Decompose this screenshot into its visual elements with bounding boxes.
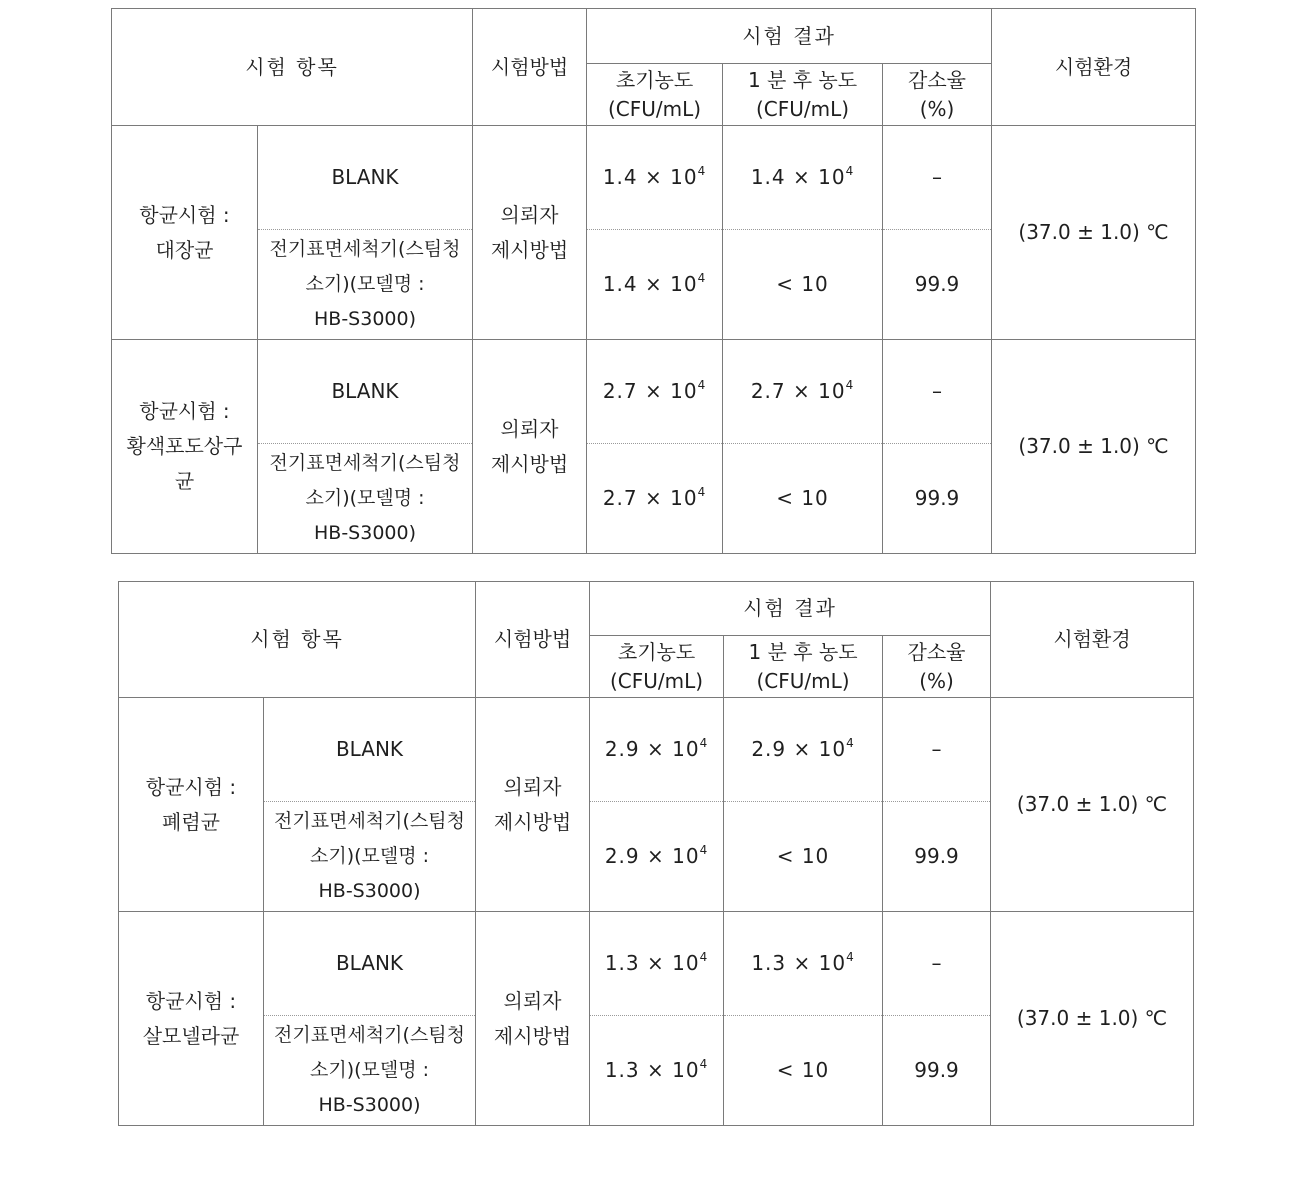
- method-cell: 의뢰자 제시방법: [476, 912, 590, 1126]
- after-concentration-value: $2.9 \times 10^4$: [724, 698, 883, 802]
- reduction-value: –: [883, 698, 991, 802]
- environment-value: (37.0 ± 1.0) ℃: [991, 912, 1194, 1126]
- header-environment: 시험환경: [992, 9, 1196, 126]
- device-label: 전기표면세척기(스팀청 소기)(모델명 : HB-S3000): [264, 1016, 476, 1126]
- method-cell: 의뢰자 제시방법: [473, 340, 587, 554]
- method-cell: 의뢰자 제시방법: [473, 126, 587, 340]
- header-after-1min-concentration: 1 분 후 농도 (CFU/mL): [724, 636, 883, 698]
- reduction-value: 99.9: [883, 230, 992, 340]
- results-table-1: [111, 8, 1196, 554]
- table-row: [112, 340, 1196, 444]
- after-concentration-value: $2.7 \times 10^4$: [723, 340, 883, 444]
- header-test-result: 시험 결과: [587, 9, 992, 64]
- blank-label: BLANK: [258, 340, 473, 444]
- after-concentration-value: < 10: [724, 1016, 883, 1126]
- header-test-item: 시험 항목: [119, 582, 476, 698]
- reduction-value: –: [883, 126, 992, 230]
- device-label: 전기표면세척기(스팀청 소기)(모델명 : HB-S3000): [258, 230, 473, 340]
- initial-concentration-value: $1.3 \times 10^4$: [590, 1016, 724, 1126]
- initial-concentration-value: $1.4 \times 10^4$: [587, 230, 723, 340]
- device-label: 전기표면세척기(스팀청 소기)(모델명 : HB-S3000): [258, 444, 473, 554]
- reduction-value: –: [883, 912, 991, 1016]
- initial-concentration-value: $1.3 \times 10^4$: [590, 912, 724, 1016]
- table-row: [119, 698, 1194, 802]
- initial-concentration-value: $2.9 \times 10^4$: [590, 802, 724, 912]
- test-name-cell: 항균시험 : 황색포도상구 균: [112, 340, 258, 554]
- environment-value: (37.0 ± 1.0) ℃: [992, 126, 1196, 340]
- header-initial-concentration: 초기농도 (CFU/mL): [587, 64, 723, 126]
- method-cell: 의뢰자 제시방법: [476, 698, 590, 912]
- results-table-2: [118, 581, 1194, 1126]
- after-concentration-value: $1.4 \times 10^4$: [723, 126, 883, 230]
- test-name-cell: 항균시험 : 살모넬라균: [119, 912, 264, 1126]
- initial-concentration-value: $1.4 \times 10^4$: [587, 126, 723, 230]
- header-reduction-rate: 감소율 (%): [883, 64, 992, 126]
- reduction-value: 99.9: [883, 1016, 991, 1126]
- header-initial-concentration: 초기농도 (CFU/mL): [590, 636, 724, 698]
- header-test-item: 시험 항목: [112, 9, 473, 126]
- header-test-method: 시험방법: [473, 9, 587, 126]
- after-concentration-value: < 10: [724, 802, 883, 912]
- header-after-1min-concentration: 1 분 후 농도 (CFU/mL): [723, 64, 883, 126]
- header-test-method: 시험방법: [476, 582, 590, 698]
- initial-concentration-value: $2.9 \times 10^4$: [590, 698, 724, 802]
- test-name-cell: 항균시험 : 대장균: [112, 126, 258, 340]
- blank-label: BLANK: [264, 698, 476, 802]
- header-environment: 시험환경: [991, 582, 1194, 698]
- table-row: [119, 912, 1194, 1016]
- after-concentration-value: < 10: [723, 444, 883, 554]
- blank-label: BLANK: [264, 912, 476, 1016]
- blank-label: BLANK: [258, 126, 473, 230]
- header-test-result: 시험 결과: [590, 582, 991, 636]
- initial-concentration-value: $2.7 \times 10^4$: [587, 444, 723, 554]
- environment-value: (37.0 ± 1.0) ℃: [992, 340, 1196, 554]
- device-label: 전기표면세척기(스팀청 소기)(모델명 : HB-S3000): [264, 802, 476, 912]
- initial-concentration-value: $2.7 \times 10^4$: [587, 340, 723, 444]
- reduction-value: 99.9: [883, 802, 991, 912]
- reduction-value: 99.9: [883, 444, 992, 554]
- after-concentration-value: $1.3 \times 10^4$: [724, 912, 883, 1016]
- table-row: [112, 126, 1196, 230]
- header-reduction-rate: 감소율 (%): [883, 636, 991, 698]
- test-name-cell: 항균시험 : 폐렴균: [119, 698, 264, 912]
- after-concentration-value: < 10: [723, 230, 883, 340]
- reduction-value: –: [883, 340, 992, 444]
- environment-value: (37.0 ± 1.0) ℃: [991, 698, 1194, 912]
